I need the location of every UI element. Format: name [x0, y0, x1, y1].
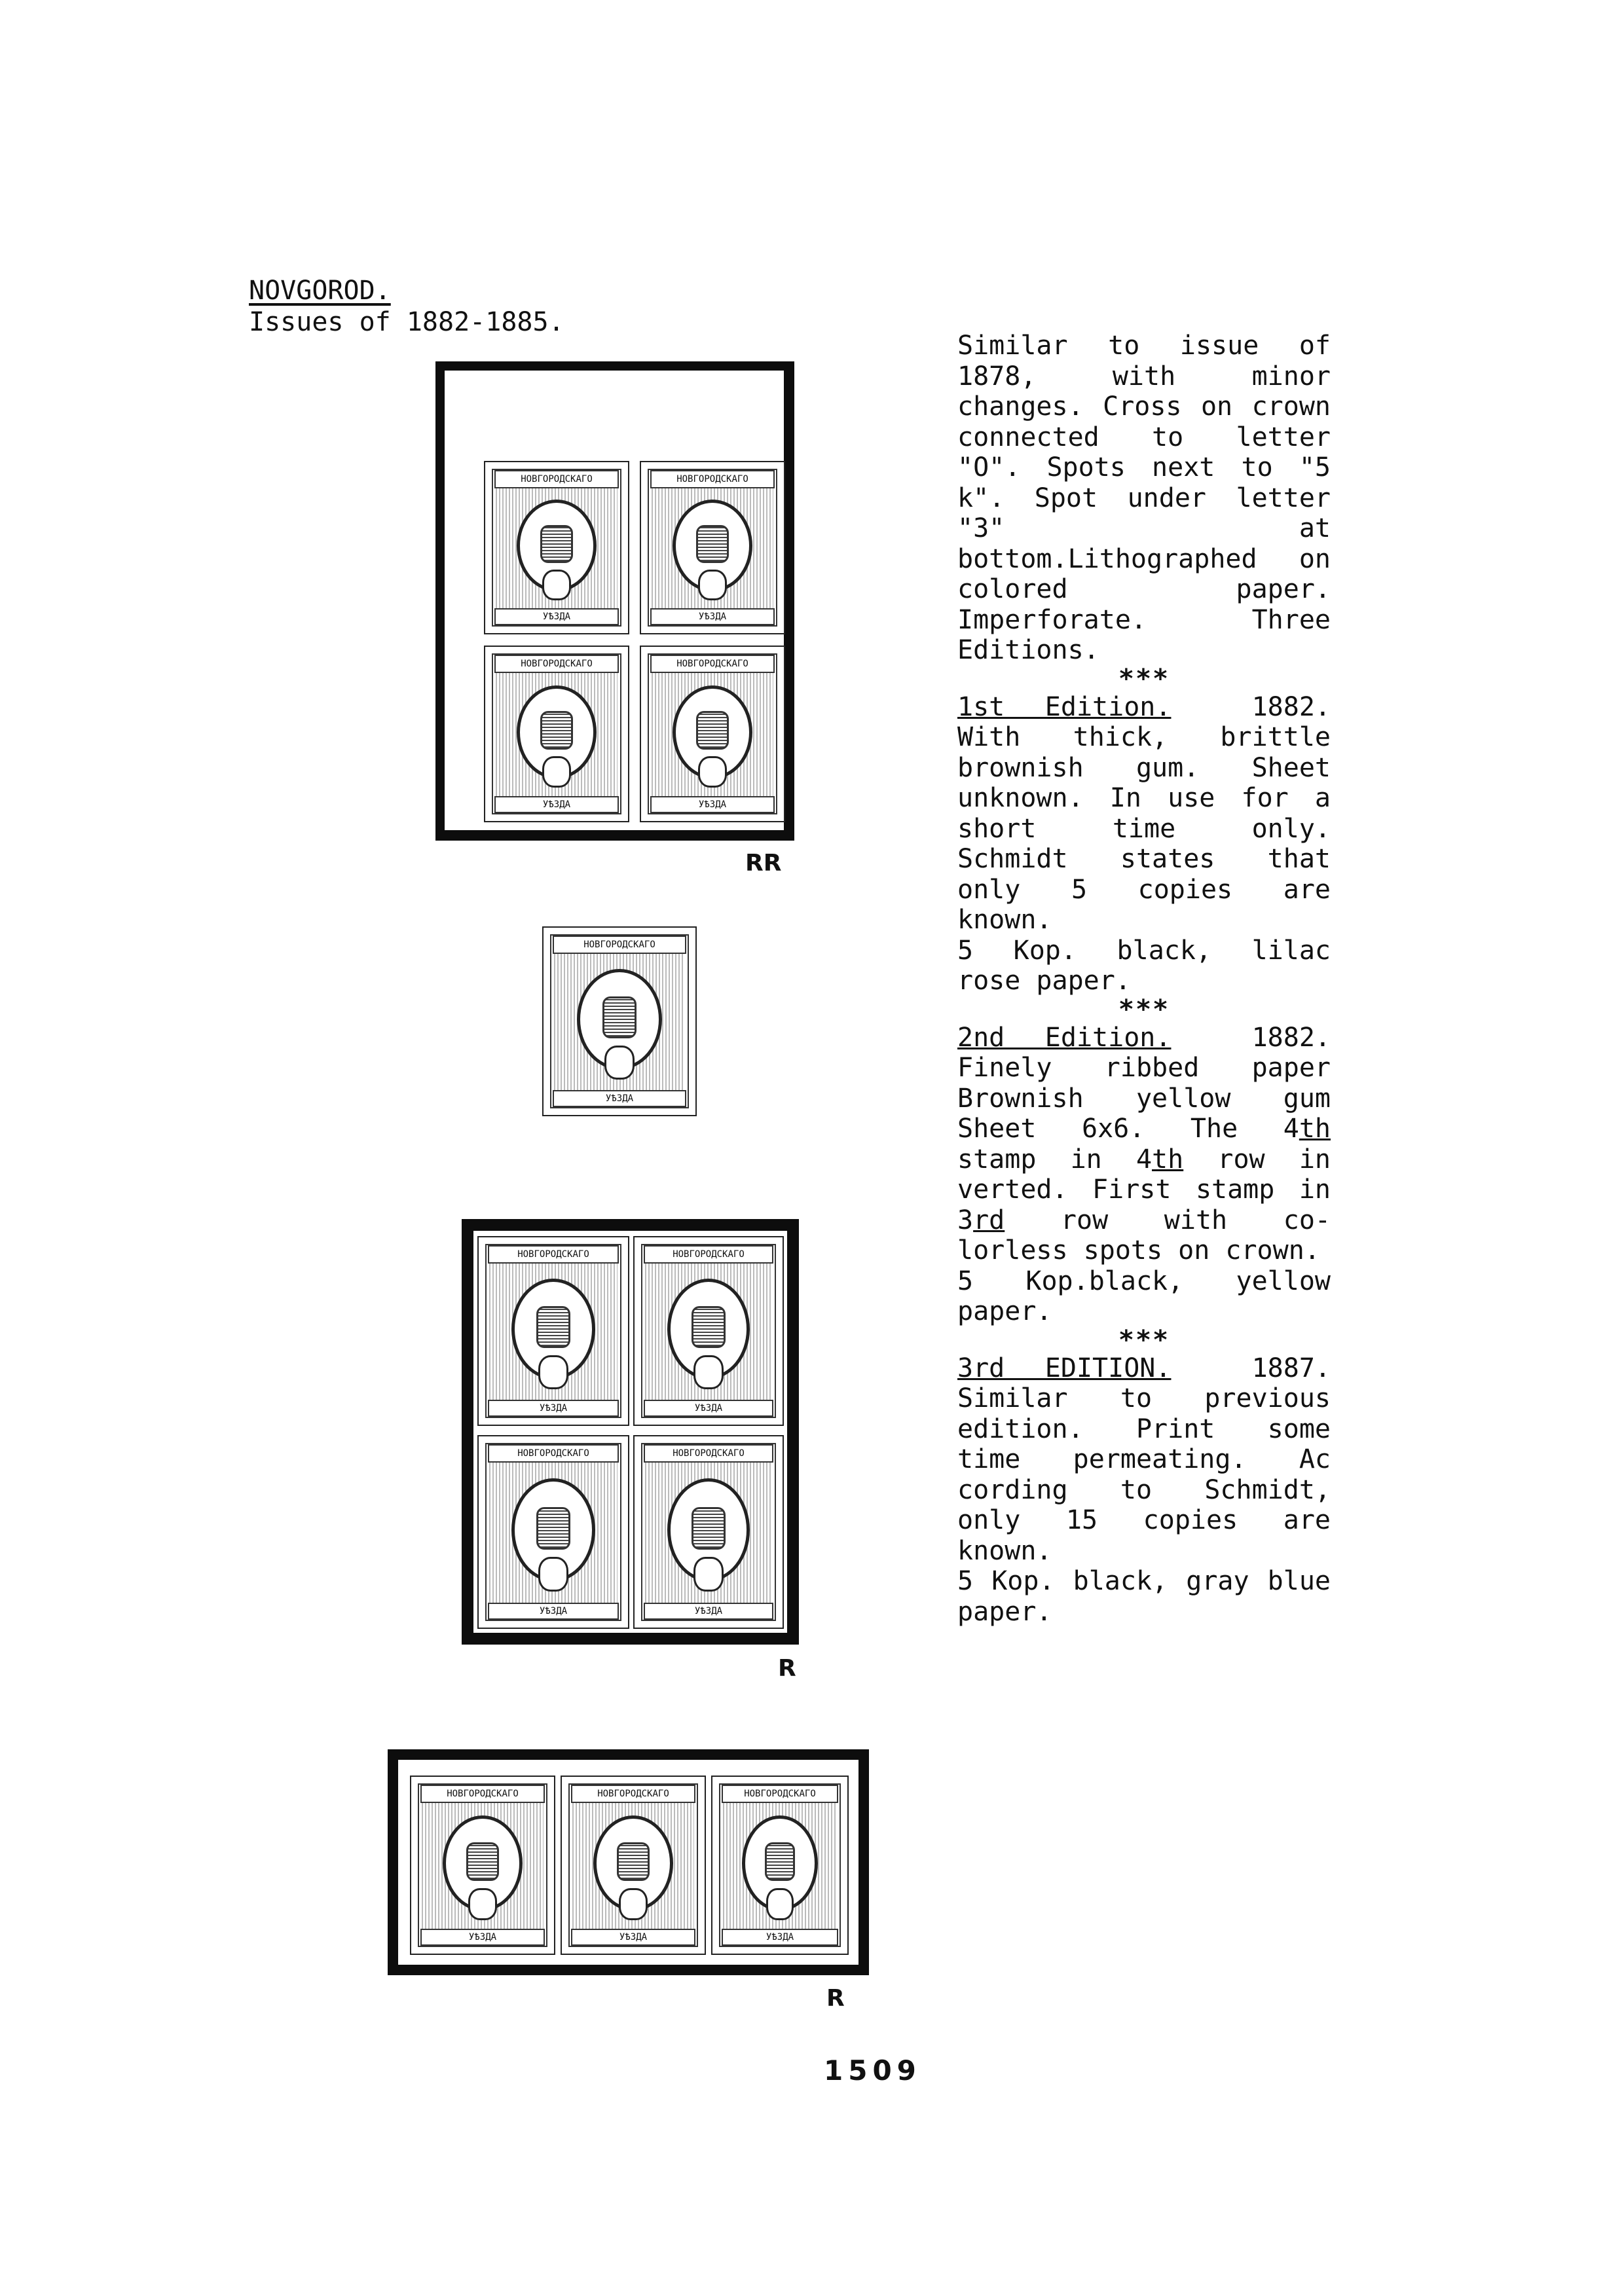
edition-1-year: 1882.: [1251, 691, 1331, 722]
edition-2-price: 5 Kop.black, yellow paper.: [957, 1266, 1331, 1326]
edition-2: [957, 1023, 1331, 1266]
rarity-label: RR: [745, 850, 782, 877]
edition-1-label: 1st Edition.: [957, 691, 1172, 722]
description-column: [957, 331, 1331, 1627]
stamp: НОВГОРОДСКАГО УѢЗДА: [633, 1435, 784, 1629]
intro-text: Similar to issue of 1878, with minor changes. Cross on crown connected to letter "O". Spots next to "5 k". Spot under letter "3" at bottom.Lithographed on colored paper. Imperforate. Three Editions.: [957, 331, 1331, 665]
edition-3-label: 3rd EDITION.: [957, 1353, 1172, 1383]
stamp-strip: [388, 1749, 869, 1975]
stamp: НОВГОРОДСКАГО УѢЗДА: [484, 646, 629, 822]
heading: [249, 275, 564, 338]
edition-3-year: 1887.: [1251, 1353, 1331, 1383]
ordinal: th: [1152, 1144, 1184, 1175]
stamp: НОВГОРОДСКАГО УѢЗДА: [640, 646, 785, 822]
edition-2-body: row in verted. First stamp in 3: [957, 1144, 1331, 1235]
stamp-block-2: [462, 1219, 799, 1645]
stamp: НОВГОРОДСКАГО УѢЗДА: [410, 1776, 555, 1955]
edition-2-label: 2nd Edition.: [957, 1022, 1172, 1053]
ordinal: th: [1299, 1114, 1331, 1144]
edition-1-price: 5 Kop. black, lilac rose paper.: [957, 935, 1331, 996]
ordinal: rd: [973, 1205, 1005, 1235]
edition-1: [957, 692, 1331, 936]
edition-3: [957, 1353, 1331, 1567]
rarity-label: R: [826, 1985, 845, 2012]
page-number: 1509: [824, 2054, 921, 2086]
stamp: НОВГОРОДСКАГО УѢЗДА: [711, 1776, 849, 1955]
stamp: НОВГОРОДСКАГО УѢЗДА: [484, 461, 629, 634]
stamp: НОВГОРОДСКАГО УѢЗДА: [640, 461, 785, 634]
page-title: NOVGOROD.: [249, 276, 391, 306]
stamp: НОВГОРОДСКАГО УѢЗДА: [633, 1236, 784, 1426]
stamp: НОВГОРОДСКАГО УѢЗДА: [477, 1435, 629, 1629]
separator: ***: [1118, 994, 1170, 1025]
page-subtitle: Issues of 1882-1885.: [249, 307, 564, 337]
edition-1-body: With thick, brittle brownish gum. Sheet unknown. In use for a short time only. Schmidt states that only 5 copies are known.: [957, 722, 1331, 935]
edition-2-body: row with co- lorless spots on crown.: [957, 1205, 1331, 1266]
edition-3-price: 5 Kop. black, gray blue paper.: [957, 1566, 1331, 1627]
stamp-single: НОВГОРОДСКАГО УѢЗДА: [542, 926, 697, 1116]
stamp: НОВГОРОДСКАГО УѢЗДА: [477, 1236, 629, 1426]
edition-2-body: stamp in 4: [957, 1144, 1153, 1175]
separator: ***: [1118, 1324, 1170, 1355]
stamp-block-1: [435, 361, 794, 841]
separator: ***: [1118, 663, 1170, 694]
edition-3-body: Similar to previous edition. Print some time permeating. Ac cording to Schmidt, only 15 copies are known.: [957, 1383, 1331, 1566]
stamp: НОВГОРОДСКАГО УѢЗДА: [561, 1776, 706, 1955]
rarity-label: R: [778, 1655, 796, 1682]
edition-2-year: 1882.: [1251, 1022, 1331, 1053]
edition-2-body: Finely ribbed paper Brownish yellow gum Sheet 6x6. The 4: [957, 1053, 1331, 1144]
